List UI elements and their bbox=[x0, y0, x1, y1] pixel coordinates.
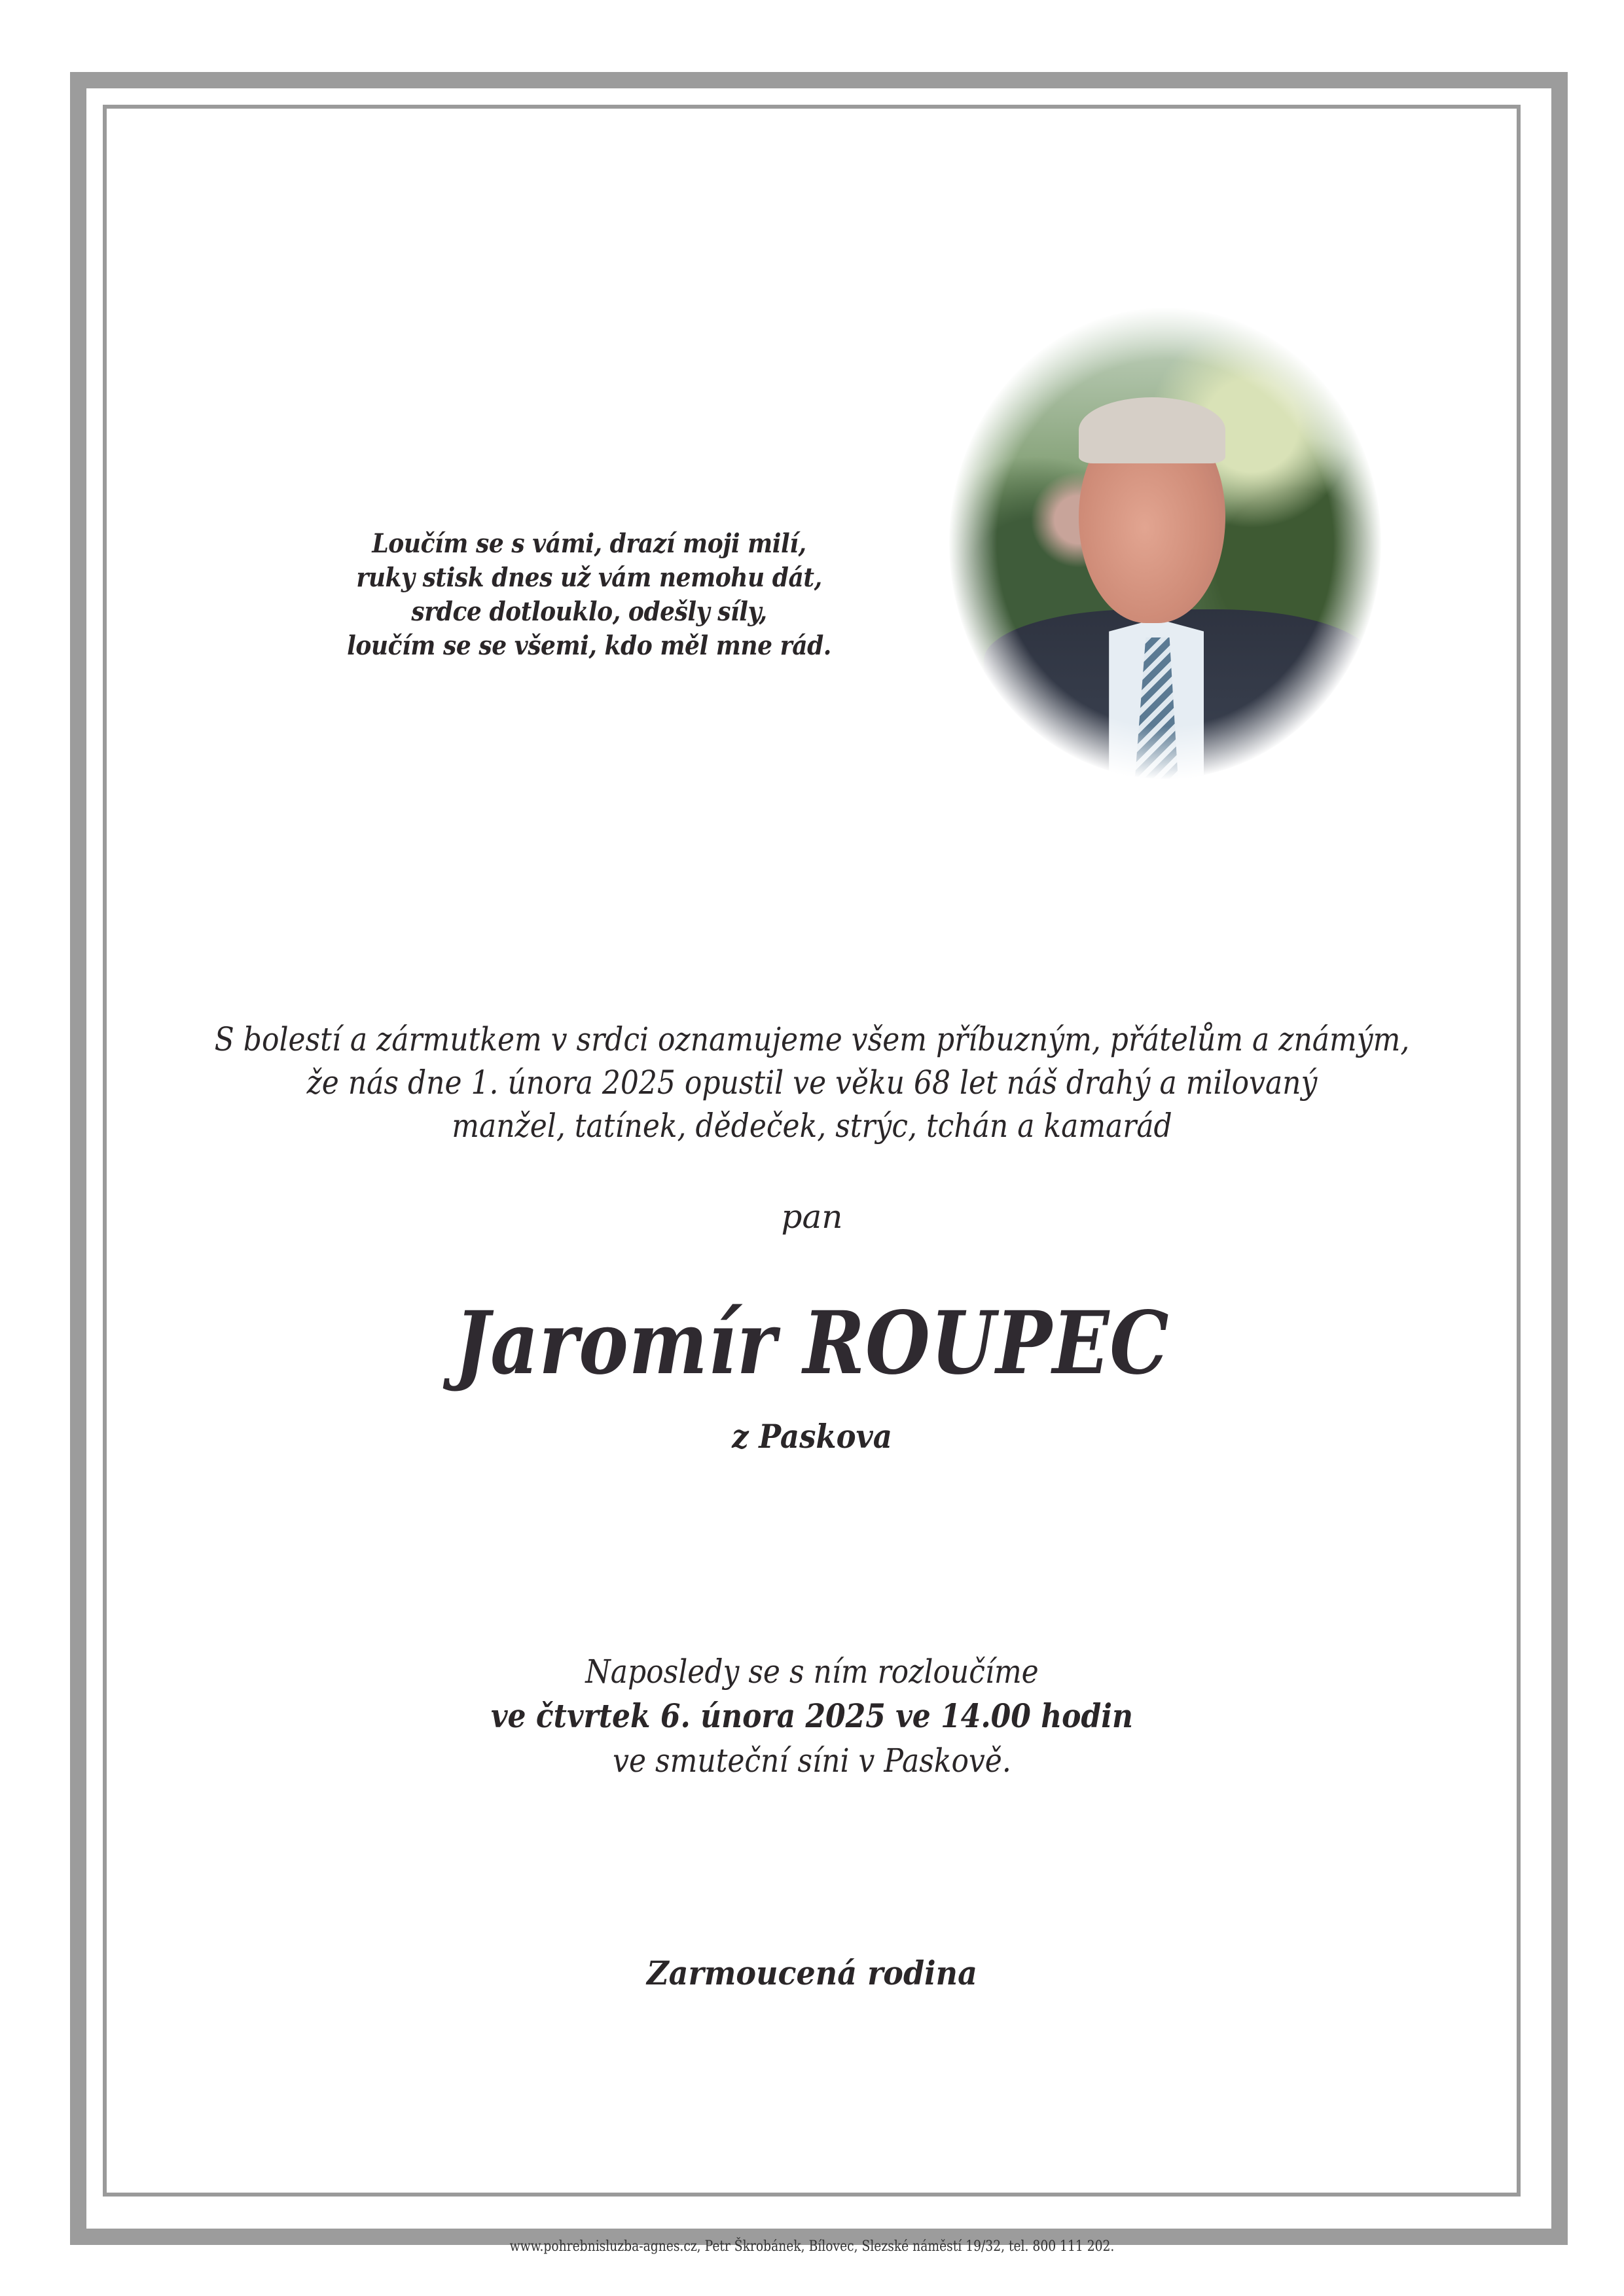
memorial-verse bbox=[306, 527, 872, 663]
announcement-text bbox=[0, 1018, 1624, 1147]
funeral-details bbox=[0, 1649, 1624, 1783]
verse-line: ruky stisk dnes už vám nemohu dát, bbox=[356, 562, 822, 593]
announcement-line: že nás dne 1. února 2025 opustil ve věku 68 let náš drahý a milovaný bbox=[306, 1064, 1318, 1102]
verse-line: loučím se se všemi, kdo měl mne rád. bbox=[347, 630, 831, 661]
title-word: pan bbox=[781, 1198, 843, 1236]
signature: Zarmoucená rodina bbox=[647, 1954, 977, 1992]
photo-hair bbox=[1079, 397, 1225, 463]
verse-line: Loučím se s vámi, drazí moji milí, bbox=[372, 528, 806, 559]
funeral-venue: ve smuteční síni v Paskově. bbox=[613, 1742, 1011, 1780]
deceased-name: Jaromír ROUPEC bbox=[454, 1293, 1170, 1394]
funeral-date-time: ve čtvrtek 6. února 2025 ve 14.00 hodin bbox=[490, 1696, 1134, 1735]
funeral-service-footer: www.pohrebnisluzba-agnes.cz, Petr Škrobánek, Bílovec, Slezské náměstí 19/32, tel. 800 111 202. bbox=[509, 2238, 1115, 2255]
origin-town: z Paskova bbox=[732, 1417, 892, 1456]
verse-line: srdce dotlouklo, odešly síly, bbox=[411, 596, 767, 627]
farewell-line: Naposledy se s ním rozloučíme bbox=[585, 1653, 1039, 1691]
portrait-photo bbox=[949, 308, 1381, 779]
announcement-line: S bolestí a zármutkem v srdci oznamujeme všem příbuzným, přátelům a známým, bbox=[214, 1020, 1410, 1058]
announcement-line: manžel, tatínek, dědeček, strýc, tchán a kamarád bbox=[452, 1107, 1172, 1145]
